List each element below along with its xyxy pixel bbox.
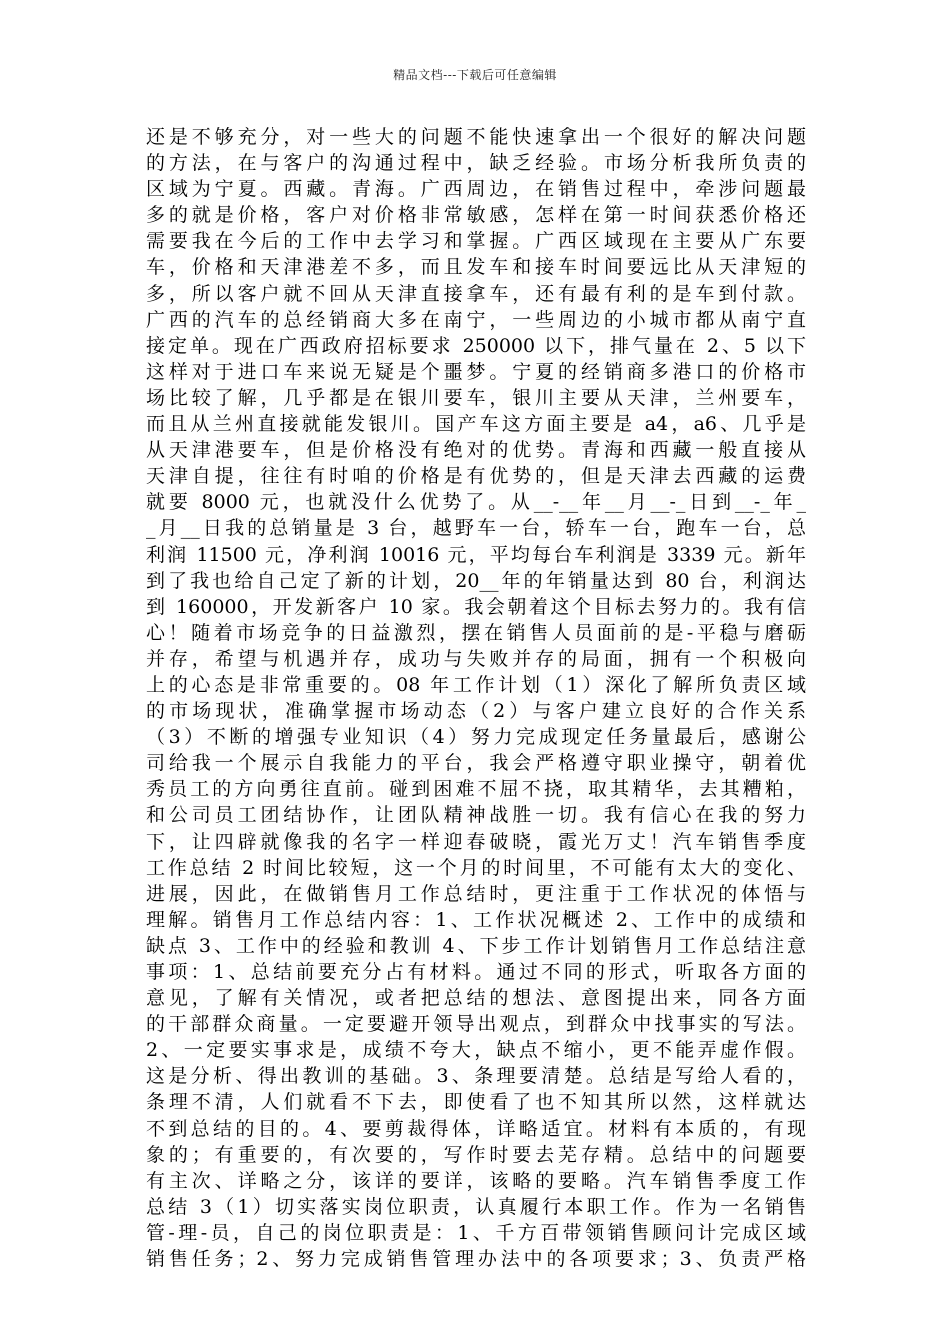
- text-line: 区域为宁夏。西藏。青海。广西周边，在销售过程中，牵涉问题最: [146, 178, 806, 201]
- body-text: [146, 124, 806, 1272]
- text-line: 场比较了解，几乎都是在银川要车，银川主要从天津，兰州要车，: [146, 386, 806, 409]
- text-line: 心！随着市场竞争的日益激烈，摆在销售人员面前的是-平稳与磨砺: [146, 621, 806, 644]
- text-line: 多，所以客户就不回从天津直接拿车，还有最有利的是车到付款。: [146, 282, 806, 305]
- text-line: 事项：1、总结前要充分占有材料。通过不同的形式，听取各方面的: [146, 961, 806, 983]
- text-line: 到 160000，开发新客户 10 家。我会朝着这个目标去努力的。我有信: [146, 595, 806, 618]
- text-line: _月__日我的总销量是 3 台，越野车一台，轿车一台，跑车一台，总: [146, 517, 806, 540]
- text-line: 条理不清，人们就看不下去，即使看了也不知其所以然，这样就达: [146, 1091, 806, 1114]
- text-line: 意见，了解有关情况，或者把总结的想法、意图提出来，同各方面: [146, 987, 806, 1010]
- text-line: 2、一定要实事求是，成绩不夸大，缺点不缩小，更不能弄虚作假。: [146, 1039, 806, 1062]
- text-line: 需要我在今后的工作中去学习和掌握。广西区域现在主要从广东要: [146, 230, 806, 253]
- text-line: 广西的汽车的总经销商大多在南宁，一些周边的小城市都从南宁直: [146, 308, 806, 331]
- text-line: 销售任务；2、努力完成销售管理办法中的各项要求；3、负责严格: [146, 1248, 806, 1271]
- text-line: 缺点 3、工作中的经验和教训 4、下步工作计划销售月工作总结注意: [146, 934, 806, 957]
- text-line: 的干部群众商量。一定要避开领导出观点，到群众中找事实的写法。: [146, 1013, 806, 1036]
- text-line: 有主次、详略之分，该详的要详，该略的要略。汽车销售季度工作: [146, 1169, 806, 1192]
- text-line: 到了我也给自己定了新的计划，20__年的年销量达到 80 台，利润达: [146, 569, 806, 592]
- text-line: 利润 11500 元，净利润 10016 元，平均每台车利润是 3339 元。新年: [146, 543, 806, 566]
- text-line: 车，价格和天津港差不多，而且发车和接车时间要远比从天津短的: [146, 256, 806, 279]
- text-line: 这是分析、得出教训的基础。3、条理要清楚。总结是写给人看的，: [146, 1065, 806, 1088]
- text-line: 而且从兰州直接就能发银川。国产车这方面主要是 a4，a6、几乎是: [146, 413, 806, 436]
- text-line: 多的就是价格，客户对价格非常敏感，怎样在第一时间获悉价格还: [146, 204, 806, 227]
- text-line: 进展，因此，在做销售月工作总结时，更注重于工作状况的体悟与: [146, 882, 806, 905]
- text-line: 就要 8000 元，也就没什么优势了。从__-__年__月__-_日到__-_年_: [146, 491, 806, 514]
- text-line: 下，让四辟就像我的名字一样迎春破晓，霞光万丈！汽车销售季度: [146, 830, 806, 853]
- text-line: 这样对于进口车来说无疑是个噩梦。宁夏的经销商多港口的价格市: [146, 360, 806, 383]
- text-line: 总结 3（1）切实落实岗位职责，认真履行本职工作。作为一名销售: [146, 1195, 806, 1218]
- page-header: 精品文档---下载后可任意编辑: [393, 68, 557, 82]
- text-line: 接定单。现在广西政府招标要求 250000 以下，排气量在 2、5 以下: [146, 334, 806, 357]
- text-line: 上的心态是非常重要的。08 年工作计划（1）深化了解所负责区域: [146, 673, 806, 696]
- text-line: 天津自提，往往有时咱的价格是有优势的，但是天津去西藏的运费: [146, 465, 806, 488]
- text-line: 的方法，在与客户的沟通过程中，缺乏经验。市场分析我所负责的: [146, 152, 806, 175]
- text-line: 还是不够充分，对一些大的问题不能快速拿出一个很好的解决问题: [146, 126, 806, 148]
- text-line: 象的；有重要的，有次要的，写作时要去芜存精。总结中的问题要: [146, 1143, 806, 1166]
- text-line: 司给我一个展示自我能力的平台，我会严格遵守职业操守，朝着优: [146, 752, 806, 775]
- text-line: 秀员工的方向勇往直前。碰到困难不屈不挠，取其精华，去其糟粕，: [146, 778, 806, 801]
- text-line: 工作总结 2 时间比较短，这一个月的时间里，不可能有太大的变化、: [146, 856, 806, 879]
- text-line: （3）不断的增强专业知识（4）努力完成现定任务量最后，感谢公: [146, 726, 806, 749]
- text-line: 从天津港要车，但是价格没有绝对的优势。青海和西藏一般直接从: [146, 439, 806, 462]
- text-line: 的市场现状，准确掌握市场动态（2）与客户建立良好的合作关系: [146, 700, 806, 723]
- text-line: 和公司员工团结协作，让团队精神战胜一切。我有信心在我的努力: [146, 804, 806, 827]
- text-line: 并存，希望与机遇并存，成功与失败并存的局面，拥有一个积极向: [146, 647, 806, 670]
- text-line: 理解。销售月工作总结内容：1、工作状况概述 2、工作中的成绩和: [146, 908, 806, 931]
- text-line: 不到总结的目的。4、要剪裁得体，详略适宜。材料有本质的，有现: [146, 1117, 806, 1140]
- text-line: 管-理-员，自己的岗位职责是：1、千方百带领销售顾问计完成区域: [146, 1221, 806, 1244]
